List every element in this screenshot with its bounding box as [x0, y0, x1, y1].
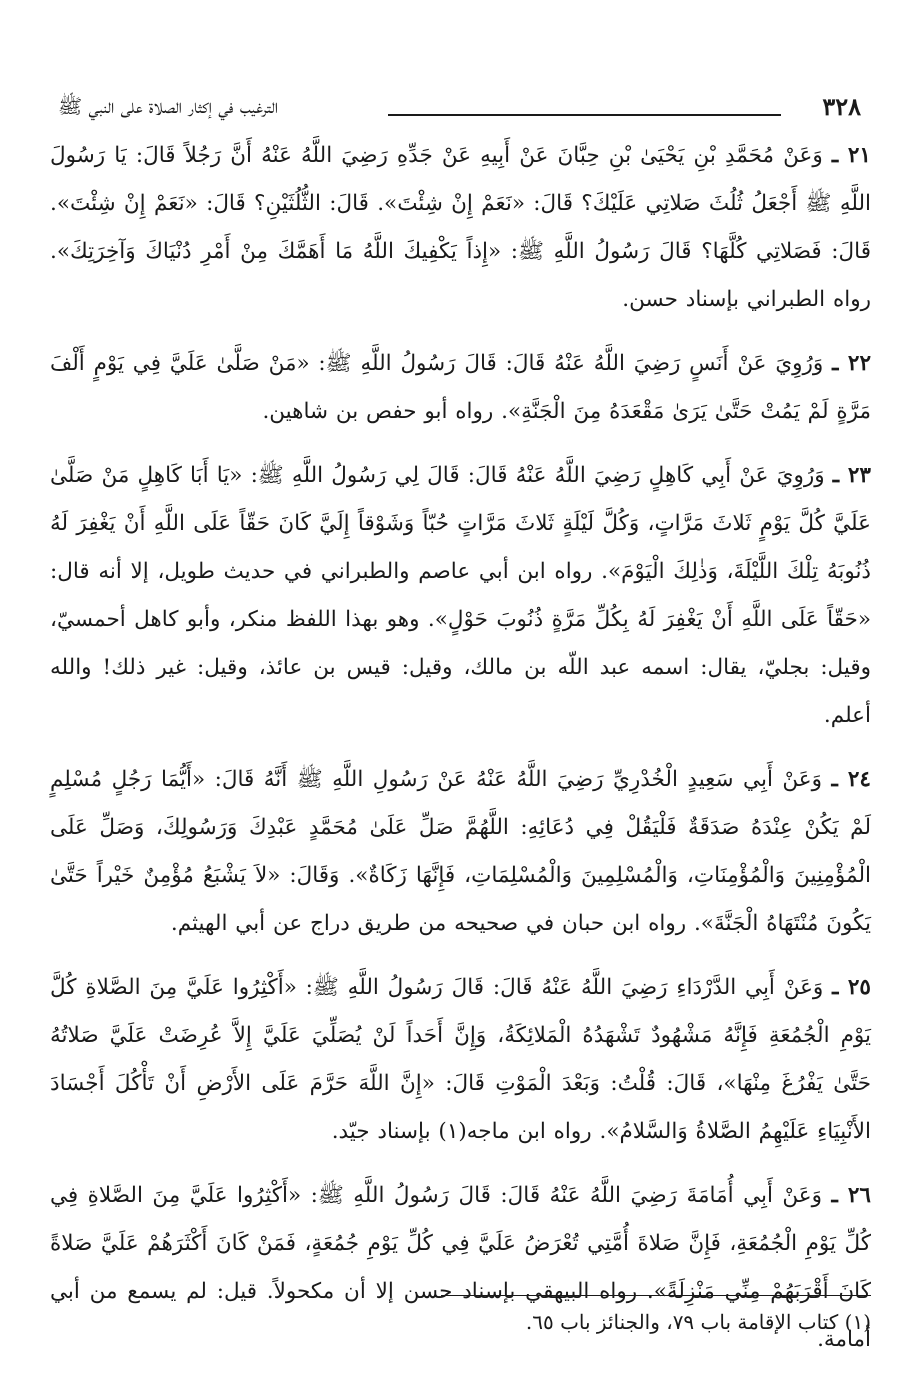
- hadith-text: وَعَنْ أَبِي سَعِيدٍ الْخُدْرِيِّ رَضِيَ اللَّهُ عَنْهُ عَنْ رَسُولِ اللَّهِ ﷺ أَنَّهُ قَالَ: «أَيُّمَا رَجُلٍ مُسْلِمٍ لَمْ يَكُنْ عِنْدَهُ صَدَقَةٌ فَلْيَقُلْ فِي دُعَائِهِ: اللَّهُمَّ صَلِّ عَلَىٰ مُحَمَّدٍ عَبْدِكَ وَرَسُولِكَ، وَصَلِّ عَلَى الْمُؤْمِنِينَ وَالْمُؤْمِنَاتِ، وَالْمُسْلِمِينَ وَالْمُسْلِمَاتِ، فَإِنَّهَا زَكَاةٌ». وَقَالَ: «لاَ يَشْبَعُ مُؤْمِنٌ خَيْراً حَتَّىٰ يَكُونَ مُنْتَهَاهُ الْجَنَّةَ».: [50, 767, 871, 936]
- hadith-number: ٢٦ ـ: [831, 1183, 871, 1208]
- footnotes: [60, 1295, 871, 1342]
- page-number: ٣٢٨: [822, 92, 861, 121]
- hadith-text: وَرُوِيَ عَنْ أَبِي كَاهِلٍ رَضِيَ اللَّهُ عَنْهُ قَالَ: قَالَ لِي رَسُولُ اللَّهِ ﷺ: «يَا أَبَا كَاهِلٍ مَنْ صَلَّىٰ عَلَيَّ كُلَّ يَوْمٍ ثَلاثَ مَرَّاتٍ، وَكُلَّ لَيْلَةٍ ثَلاثَ مَرَّاتٍ حُبّاً وَشَوْقاً إِلَيَّ كَانَ حَقّاً عَلَى اللَّهِ أَنْ يَغْفِرَ لَهُ ذُنُوبَهُ تِلْكَ اللَّيْلَةَ، وَذٰلِكَ الْيَوْمَ».: [50, 463, 872, 584]
- hadith-text: وَرُوِيَ عَنْ أَنَسٍ رَضِيَ اللَّهُ عَنْهُ قَالَ: قَالَ رَسُولُ اللَّهِ ﷺ: «مَنْ صَلَّىٰ عَلَيَّ فِي يَوْمٍ أَلْفَ مَرَّةٍ لَمْ يَمُتْ حَتَّىٰ يَرَىٰ مَقْعَدَهُ مِنَ الْجَنَّةِ».: [50, 351, 871, 424]
- hadith-number: ٢٥ ـ: [832, 975, 871, 1000]
- running-title: الترغيب في إكثار الصلاة على النبي ﷺ: [58, 94, 279, 118]
- hadith-source: رواه أبو حفص بن شاهين.: [262, 399, 494, 424]
- hadith-entry: [50, 964, 871, 1156]
- hadith-source: رواه ابن حبان في صحيحه من طريق دراج عن أبي الهيثم.: [170, 911, 687, 936]
- hadith-source: رواه ابن أبي عاصم والطبراني في حديث طويل، إلا أنه قال: «حَقّاً عَلَى اللَّهِ أَنْ يَغْفِرَ لَهُ بِكُلِّ مَرَّةٍ ذُنُوبَ حَوْلٍ». وهو بهذا اللفظ منكر، وأبو كاهل أحمسيّ، وقيل: بجليّ، يقال: اسمه عبد اللّه بن مالك، وقيل: قيس بن عائذ، وقيل: غير ذلك! والله أعلم.: [50, 559, 871, 728]
- hadith-text: وَعَنْ أَبِي أُمَامَةَ رَضِيَ اللَّهُ عَنْهُ قَالَ: قَالَ رَسُولُ اللَّهِ ﷺ: «أَكْثِرُوا عَلَيَّ مِنَ الصَّلاةِ فِي كُلِّ يَوْمِ الْجُمُعَةِ، فَإِنَّ صَلاةَ أُمَّتِي تُعْرَضُ عَلَيَّ فِي كُلِّ يَوْمِ جُمُعَةٍ، فَمَنْ كَانَ أَكْثَرَهُمْ عَلَيَّ صَلاةً كَانَ أَقْرَبَهُمْ مِنِّي مَنْزِلَةً».: [50, 1183, 871, 1304]
- footnote: [60, 1302, 871, 1342]
- hadith-number: ٢٢ ـ: [832, 351, 871, 376]
- hadith-entry: [50, 132, 871, 324]
- footnote-marker: (١): [844, 1310, 871, 1334]
- hadith-text: وَعَنْ أَبِي الدَّرْدَاءِ رَضِيَ اللَّهُ عَنْهُ قَالَ: قَالَ رَسُولُ اللَّهِ ﷺ: «أَكْثِرُوا عَلَيَّ مِنَ الصَّلاةِ كُلَّ يَوْمِ الْجُمُعَةِ فَإِنَّهُ مَشْهُودٌ تَشْهَدُهُ الْمَلائِكَةُ، وَإِنَّ أَحَداً لَنْ يُصَلِّيَ عَلَيَّ إِلاَّ عُرِضَتْ عَلَيَّ صَلاتُهُ حَتَّىٰ يَفْرُغَ مِنْهَا»، قَالَ: قُلْتُ: وَبَعْدَ الْمَوْتِ قَالَ: «إِنَّ اللَّهَ حَرَّمَ عَلَى الأَرْضِ أَنْ تَأْكُلَ أَجْسَادَ الأَنْبِيَاءِ عَلَيْهِمُ الصَّلاةُ وَالسَّلامُ».: [50, 975, 871, 1144]
- hadith-entry: [50, 340, 871, 436]
- page-body: [50, 132, 871, 1380]
- footnote-rule: [441, 1295, 871, 1296]
- hadith-entry: [50, 756, 871, 948]
- hadith-source: رواه الطبراني بإسناد حسن.: [622, 287, 871, 312]
- hadith-source: رواه البيهقي بإسناد حسن إلا أن مكحولاً. قيل: لم يسمع من أبي أمامة.: [50, 1279, 871, 1352]
- hadith-number: ٢٣ ـ: [832, 463, 871, 488]
- hadith-number: ٢١ ـ: [831, 143, 871, 168]
- hadith-number: ٢٤ ـ: [831, 767, 871, 792]
- page-header: [58, 92, 861, 122]
- hadith-entry: [50, 452, 871, 740]
- hadith-text: وَعَنْ مُحَمَّدِ بْنِ يَحْيَىٰ بْنِ حِبَّانَ عَنْ أَبِيهِ عَنْ جَدِّهِ رَضِيَ اللَّهُ عَنْهُ أَنَّ رَجُلاً قَالَ: يَا رَسُولَ اللَّهِ ﷺ أَجْعَلُ ثُلُثَ صَلاتِي عَلَيْكَ؟ قَالَ: «نَعَمْ إِنْ شِئْتَ». قَالَ: الثُّلُثَيْنِ؟ قَالَ: «نَعَمْ إِنْ شِئْتَ». قَالَ: فَصَلاتِي كُلَّهَا؟ قَالَ رَسُولُ اللَّهِ ﷺ: «إِذاً يَكْفِيكَ اللَّهُ مَا أَهَمَّكَ مِنْ أَمْرِ دُنْيَاكَ وَآخِرَتِكَ».: [50, 143, 871, 264]
- header-rule: [388, 114, 781, 116]
- hadith-source: رواه ابن ماجه(١) بإسناد جيّد.: [331, 1119, 592, 1144]
- footnote-text: كتاب الإقامة باب ٧٩، والجنائز باب ٦٥.: [525, 1310, 839, 1334]
